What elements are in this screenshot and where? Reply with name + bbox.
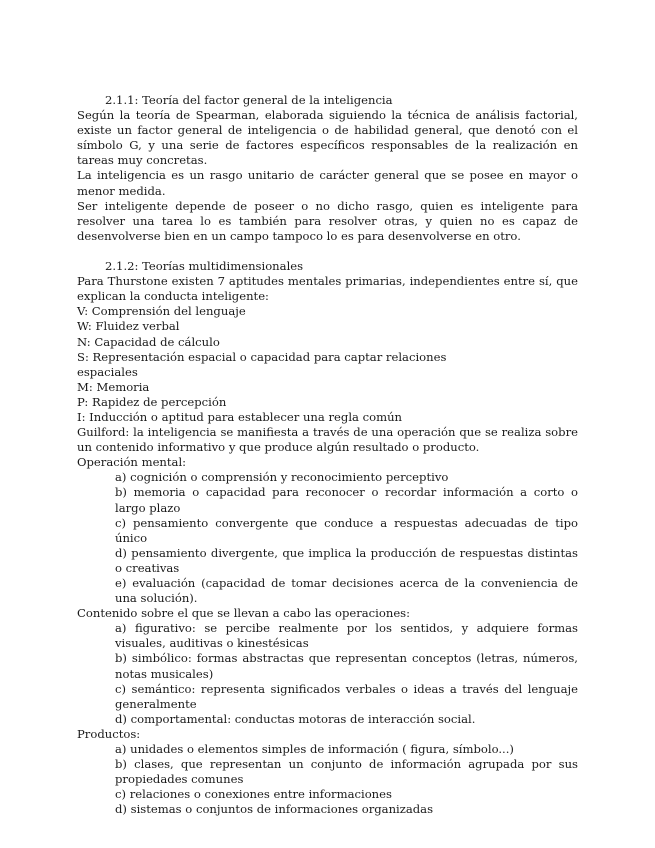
content-item: a) figurativo: se percibe realmente por los sentidos, y adquiere formas visuales, auditivas o kinestésicas bbox=[115, 621, 578, 651]
operation-item: d) pensamiento divergente, que implica la producción de respuestas distintas o creativas bbox=[115, 545, 578, 575]
paragraph-spearman: Según la teoría de Spearman, elaborada siguiendo la técnica de análisis factorial, existe un factor general de inteligencia o de habilidad general, que denotó con el símbolo G, y una serie de factores específicos responsables de la realización en tareas muy concretas. bbox=[77, 108, 578, 168]
product-item: c) relaciones o conexiones entre informaciones bbox=[115, 787, 392, 802]
aptitude-item: P: Rapidez de percepción bbox=[77, 394, 227, 409]
operation-item: b) memoria o capacidad para reconocer o recordar información a corto o largo plazo bbox=[115, 485, 578, 515]
operation-item: c) pensamiento convergente que conduce a respuestas adecuadas de tipo único bbox=[115, 515, 578, 545]
paragraph-thurstone: Para Thurstone existen 7 aptitudes mentales primarias, independientes entre sí, que explican la conducta inteligente: bbox=[77, 274, 578, 304]
aptitude-item: M: Memoria bbox=[77, 379, 150, 394]
paragraph-guilford: Guilford: la inteligencia se manifiesta a través de una operación que se realiza sobre un contenido informativo y que produce algún resultado o producto. bbox=[77, 425, 578, 455]
aptitude-item: espaciales bbox=[77, 364, 138, 379]
products-label: Productos: bbox=[77, 726, 141, 741]
content-item: d) comportamental: conductas motoras de interacción social. bbox=[115, 711, 476, 726]
content-item: c) semántico: representa significados verbales o ideas a través del lenguaje generalmente bbox=[115, 681, 578, 711]
contents-label: Contenido sobre el que se llevan a cabo las operaciones: bbox=[77, 606, 411, 621]
operation-item: a) cognición o comprensión y reconocimiento perceptivo bbox=[115, 470, 449, 485]
aptitude-item: W: Fluidez verbal bbox=[77, 319, 180, 334]
operations-label: Operación mental: bbox=[77, 455, 187, 470]
aptitude-item: S: Representación espacial o capacidad para captar relaciones bbox=[77, 349, 447, 364]
section-heading-factor-general: 2.1.1: Teoría del factor general de la inteligencia bbox=[105, 93, 393, 107]
aptitude-item: I: Inducción o aptitud para establecer una regla común bbox=[77, 409, 403, 424]
aptitude-item: V: Comprensión del lenguaje bbox=[77, 304, 246, 319]
product-item: d) sistemas o conjuntos de informaciones organizadas bbox=[115, 802, 434, 817]
aptitude-item: N: Capacidad de cálculo bbox=[77, 334, 220, 349]
section-heading-multidimensionales: 2.1.2: Teorías multidimensionales bbox=[105, 259, 304, 274]
product-item: b) clases, que representan un conjunto de información agrupada por sus propiedades comunes bbox=[115, 757, 578, 787]
spacer bbox=[77, 244, 578, 259]
content-item: b) simbólico: formas abstractas que representan conceptos (letras, números, notas musicales) bbox=[115, 651, 578, 681]
product-item: a) unidades o elementos simples de información ( figura, símbolo...) bbox=[115, 742, 514, 757]
document-page bbox=[77, 93, 578, 818]
paragraph-rasgo-unitario: La inteligencia es un rasgo unitario de carácter general que se posee en mayor o menor medida. bbox=[77, 168, 578, 198]
operation-item: e) evaluación (capacidad de tomar decisiones acerca de la conveniencia de una solución). bbox=[115, 576, 578, 606]
paragraph-ser-inteligente: Ser inteligente depende de poseer o no dicho rasgo, quien es inteligente para resolver una tarea lo es también para resolver otras, y quien no es capaz de desenvolverse bien en un campo tampoco lo es para desenvolverse en otro. bbox=[77, 198, 578, 243]
